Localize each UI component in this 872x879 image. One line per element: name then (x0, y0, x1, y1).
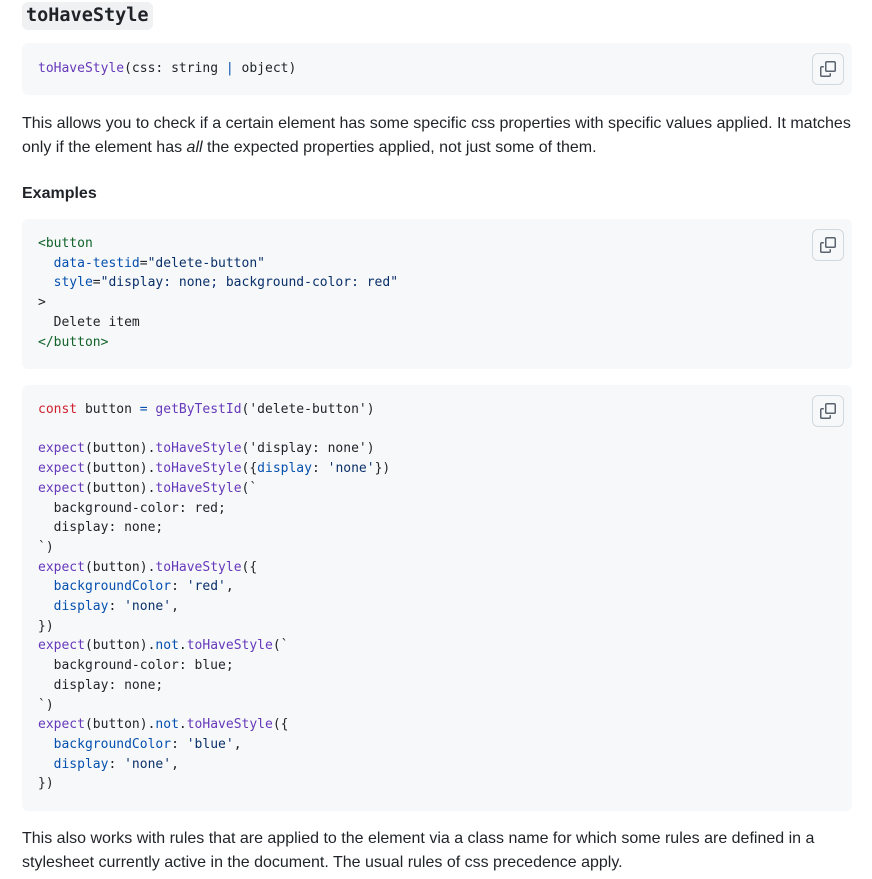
code-eq: = (139, 255, 148, 271)
code-blue-value: 'blue' (186, 736, 234, 752)
section-heading (22, 2, 153, 30)
code-template-bg-blue: background-color: blue; (38, 658, 234, 674)
code-template-open: (` (241, 480, 258, 496)
code-comma: , (225, 579, 234, 595)
code-not: not (155, 717, 179, 733)
code-none-value: 'none' (124, 756, 172, 772)
examples-heading: Examples (22, 185, 97, 202)
code-arg-display-none: ('display: none') (241, 441, 375, 457)
code-obj-open: ({ (272, 717, 289, 733)
code-display-key: display (257, 461, 312, 477)
description-emphasis: all (186, 139, 203, 156)
signature-code (38, 59, 296, 79)
code-colon: : (108, 756, 125, 772)
code-dot: . (178, 717, 187, 733)
code-template-open: (` (272, 638, 289, 654)
code-attr-style: style (53, 275, 93, 291)
code-obj-close: }) (38, 776, 54, 792)
signature-close-paren: ) (288, 61, 297, 76)
code-colon: : (171, 736, 187, 752)
description-paragraph (22, 112, 852, 160)
code-expect: expect (38, 461, 85, 477)
signature-type-object: object (241, 61, 289, 76)
code-tohavestyle: toHaveStyle (186, 717, 273, 733)
code-expect: expect (38, 559, 85, 575)
signature-colon: : (155, 61, 172, 76)
signature-type-string: string (171, 61, 219, 76)
code-button-arg: (button). (84, 461, 156, 477)
code-expect: expect (38, 638, 85, 654)
code-colon: : (311, 461, 328, 477)
code-equals: = (139, 402, 148, 417)
code-obj-open: ({ (241, 461, 258, 477)
code-button-arg: (button). (84, 717, 156, 733)
code-expect: expect (38, 441, 85, 457)
code-template-close: `) (38, 539, 54, 555)
code-template-display: display: none; (38, 677, 164, 693)
signature-open-paren: ( (124, 61, 132, 76)
code-tohavestyle: toHaveStyle (186, 638, 273, 654)
code-bgcolor-key: backgroundColor (53, 736, 172, 752)
signature-pipe: | (218, 61, 242, 76)
code-getbytestid-arg: ('delete-button') (241, 402, 375, 417)
code-template-bg-red: background-color: red; (38, 500, 226, 516)
code-display-key: display (53, 756, 109, 772)
copy-js-example-button[interactable] (812, 395, 844, 427)
code-button-text: Delete item (53, 314, 140, 330)
code-template-display: display: none; (38, 520, 164, 536)
code-button-arg: (button). (84, 480, 156, 496)
code-attr-style-value: "display: none; background-color: red" (100, 275, 399, 291)
copy-icon (820, 237, 836, 253)
code-bgcolor-key: backgroundColor (53, 579, 172, 595)
code-not: not (155, 638, 179, 654)
code-attr-testid-value: "delete-button" (147, 255, 265, 271)
html-example-code (38, 234, 398, 352)
code-expect: expect (38, 480, 85, 496)
code-tohavestyle: toHaveStyle (155, 461, 242, 477)
signature-param: css (131, 61, 156, 76)
description-text-end: the expected properties applied, not just some of them. (202, 139, 597, 156)
code-getbytestid: getByTestId (155, 402, 242, 417)
code-button-arg: (button). (84, 638, 156, 654)
heading-text: toHaveStyle (26, 5, 149, 26)
signature-code-block (22, 43, 852, 95)
precedence-paragraph: This also works with rules that are applied to the element via a class name for which some rules are defined in a stylesheet currently active in the document. The usual rules of css precedence apply. (22, 830, 815, 871)
code-tohavestyle: toHaveStyle (155, 559, 242, 575)
copy-icon (820, 403, 836, 419)
code-button-open-tag: <button (38, 236, 93, 251)
code-const-keyword: const (38, 402, 78, 417)
copy-icon (820, 61, 836, 77)
code-comma: , (171, 756, 179, 772)
code-red-value: 'red' (186, 579, 226, 595)
js-example-code (38, 400, 390, 794)
copy-html-example-button[interactable] (812, 229, 844, 261)
code-tag-close-bracket: > (38, 295, 46, 311)
code-none-value: 'none' (124, 599, 172, 615)
description-text-start: This allows you to check if a certain element has some specific css properties with specific values applied. It matches only if the element has (22, 115, 851, 156)
code-button-close-tag: </button> (38, 334, 109, 350)
code-comma: , (171, 599, 179, 615)
code-obj-close: }) (374, 461, 391, 477)
code-obj-close: }) (38, 618, 54, 634)
code-expect: expect (38, 717, 85, 733)
code-obj-open: ({ (241, 559, 258, 575)
code-attr-testid: data-testid (53, 255, 140, 271)
code-colon: : (171, 579, 187, 595)
code-template-close: `) (38, 697, 54, 713)
js-example-code-block (22, 385, 852, 811)
code-comma: , (233, 736, 242, 752)
code-eq: = (92, 275, 101, 291)
code-button-variable: button (77, 402, 140, 417)
code-button-arg: (button). (84, 559, 156, 575)
code-none-value: 'none' (327, 461, 375, 477)
code-dot: . (178, 638, 187, 654)
html-example-code-block (22, 219, 852, 369)
copy-signature-button[interactable] (812, 53, 844, 85)
code-button-arg: (button). (84, 441, 156, 457)
signature-function-name: toHaveStyle (38, 61, 125, 76)
code-tohavestyle: toHaveStyle (155, 441, 242, 457)
code-tohavestyle: toHaveStyle (155, 480, 242, 496)
code-display-key: display (53, 599, 109, 615)
code-colon: : (108, 599, 125, 615)
